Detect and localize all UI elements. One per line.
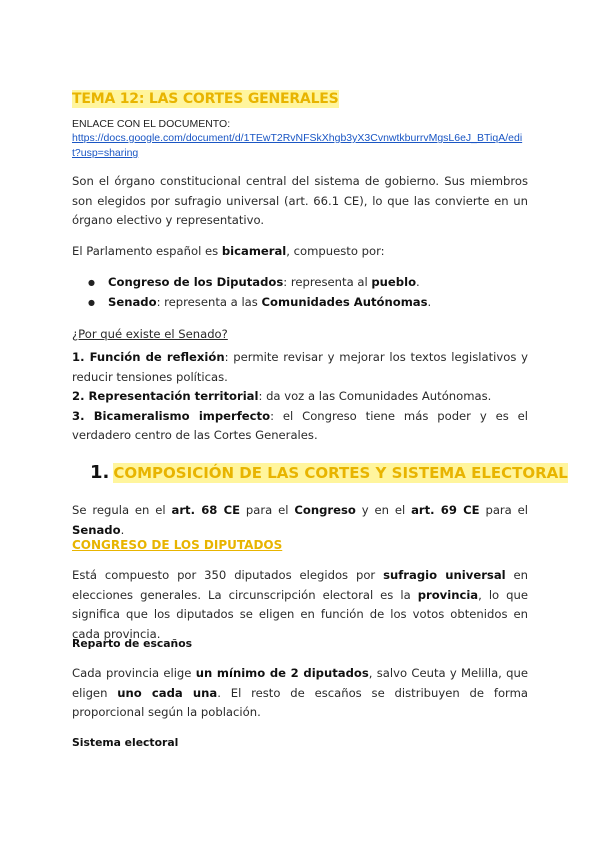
section-title: COMPOSICIÓN DE LAS CORTES Y SISTEMA ELECTORAL: [113, 464, 568, 482]
list-item: [88, 293, 528, 313]
text-run: .: [416, 275, 420, 289]
bold-run: Congreso: [294, 503, 356, 517]
intro-paragraph: Son el órgano constitucional central del sistema de gobierno. Sus miembros son elegidos por sufragio universal (art. 66.1 CE), lo que las convierte en un órgano electivo y representativo.: [72, 174, 528, 227]
text-run: , compuesto por:: [286, 244, 385, 258]
text-run: y en el: [355, 503, 412, 517]
congreso-paragraph: [72, 566, 528, 644]
reparto-heading: Reparto de escaños: [72, 637, 193, 650]
section-heading: [90, 462, 568, 483]
bold-run: Senado: [72, 522, 121, 537]
text-run: .: [120, 522, 125, 537]
text-run: .: [427, 294, 432, 309]
bold-run: 2. Representación territorial: [72, 389, 259, 403]
text-run: Está compuesto por 350 diputados elegidos por: [72, 568, 384, 582]
bold-run: bicameral: [221, 244, 287, 258]
text-run: en elecciones generales. La circunscripción electoral es la: [72, 568, 528, 602]
text-run: Se regula en el: [72, 503, 172, 517]
bold-run: art. 69 CE: [411, 503, 480, 517]
bold-run: un mínimo de 2 diputados: [195, 666, 369, 680]
bold-run: 3. Bicameralismo imperfecto: [72, 408, 271, 423]
document-link-label: ENLACE CON EL DOCUMENTO:: [72, 118, 231, 130]
document-link[interactable]: https://docs.google.com/document/d/1TEwT2RvNFSkXhgb3yX3CvnwtkburrvMgsL6eJ_BTiqA/edit?usp=sharing: [72, 132, 523, 159]
regulation-paragraph: [72, 501, 528, 540]
senado-question: ¿Por qué existe el Senado?: [72, 327, 228, 341]
text-run: para el: [479, 503, 529, 517]
reparto-paragraph: [72, 664, 528, 723]
senado-reasons: [72, 348, 528, 446]
chambers-list: [88, 273, 528, 312]
text-run: . El resto de escaños se distribuyen de forma proporcional según la población.: [72, 685, 529, 719]
page-title-text: TEMA 12: LAS CORTES GENERALES: [72, 91, 339, 107]
bold-run: Comunidades Autónomas: [261, 294, 428, 309]
text-run: , lo que significa que los diputados se eligen en función de los votos obtenidos en cada provincia.: [72, 587, 528, 641]
text-run: para el: [240, 503, 295, 517]
text-run: Cada provincia elige: [72, 666, 196, 680]
bold-run: provincia: [417, 587, 479, 602]
bold-run: pueblo: [371, 275, 417, 289]
bold-run: Senado: [108, 294, 157, 309]
section-number: 1.: [90, 462, 110, 483]
text-run: : permite revisar y mejorar los textos legislativos y reducir tensiones políticas.: [72, 350, 528, 384]
text-run: : el Congreso tiene más poder y es el verdadero centro de las Cortes Generales.: [72, 408, 528, 442]
bicameral-paragraph: [72, 242, 528, 262]
text-run: : representa al: [283, 275, 372, 289]
sistema-heading: Sistema electoral: [72, 736, 179, 749]
text-run: , salvo Ceuta y Melilla, que eligen: [72, 666, 529, 700]
bold-run: art. 68 CE: [171, 503, 241, 517]
bold-run: sufragio universal: [383, 568, 506, 582]
text-run: : da voz a las Comunidades Autónomas.: [258, 389, 492, 403]
bold-run: uno cada una: [117, 685, 218, 700]
page-title: [72, 91, 528, 107]
congreso-heading: CONGRESO DE LOS DIPUTADOS: [72, 538, 283, 552]
text-run: : representa a las: [156, 294, 262, 309]
bold-run: Congreso de los Diputados: [108, 275, 284, 289]
text-run: El Parlamento español es: [72, 244, 222, 258]
bold-run: 1. Función de reflexión: [72, 350, 225, 364]
list-item: [88, 273, 528, 293]
